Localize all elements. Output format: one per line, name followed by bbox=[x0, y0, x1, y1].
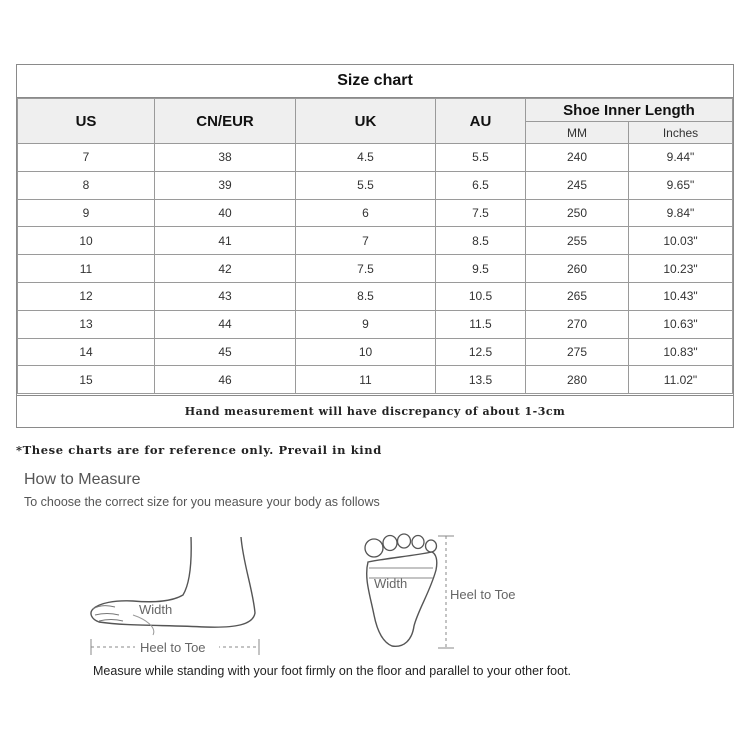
cell-mm: 260 bbox=[525, 255, 628, 283]
cell-cn-eur: 41 bbox=[155, 227, 296, 255]
cell-uk: 8.5 bbox=[296, 282, 436, 310]
table-row bbox=[18, 366, 733, 394]
header-inches: Inches bbox=[628, 122, 732, 144]
header-us: US bbox=[18, 99, 155, 144]
cell-us: 8 bbox=[18, 171, 155, 199]
cell-us: 15 bbox=[18, 366, 155, 394]
measure-instruction: Measure while standing with your foot firmly on the floor and parallel to your other foot. bbox=[93, 664, 572, 678]
cell-inches: 10.43" bbox=[628, 282, 732, 310]
sole-width-label: Width bbox=[374, 576, 408, 591]
sole-heel-to-toe-label: Heel to Toe bbox=[450, 587, 516, 602]
table-row bbox=[18, 338, 733, 366]
cell-inches: 10.63" bbox=[628, 310, 732, 338]
cell-mm: 280 bbox=[525, 366, 628, 394]
table-row bbox=[18, 227, 733, 255]
cell-au: 11.5 bbox=[436, 310, 526, 338]
cell-inches: 10.83" bbox=[628, 338, 732, 366]
cell-uk: 7 bbox=[296, 227, 436, 255]
cell-uk: 10 bbox=[296, 338, 436, 366]
cell-uk: 4.5 bbox=[296, 144, 436, 172]
measurement-note: Hand measurement will have discrepancy of about 1-3cm bbox=[17, 395, 733, 427]
cell-cn-eur: 38 bbox=[155, 144, 296, 172]
cell-us: 9 bbox=[18, 199, 155, 227]
cell-cn-eur: 46 bbox=[155, 366, 296, 394]
cell-us: 10 bbox=[18, 227, 155, 255]
side-heel-to-toe-label: Heel to Toe bbox=[140, 640, 206, 655]
cell-au: 12.5 bbox=[436, 338, 526, 366]
cell-inches: 9.84" bbox=[628, 199, 732, 227]
cell-mm: 245 bbox=[525, 171, 628, 199]
cell-mm: 265 bbox=[525, 282, 628, 310]
cell-au: 5.5 bbox=[436, 144, 526, 172]
cell-us: 11 bbox=[18, 255, 155, 283]
cell-uk: 11 bbox=[296, 366, 436, 394]
cell-inches: 9.44" bbox=[628, 144, 732, 172]
cell-au: 10.5 bbox=[436, 282, 526, 310]
cell-mm: 250 bbox=[525, 199, 628, 227]
foot-side-view-illustration bbox=[85, 535, 265, 660]
header-shoe-inner-length: Shoe Inner Length bbox=[525, 99, 732, 122]
cell-us: 13 bbox=[18, 310, 155, 338]
cell-cn-eur: 40 bbox=[155, 199, 296, 227]
cell-uk: 7.5 bbox=[296, 255, 436, 283]
cell-inches: 9.65" bbox=[628, 171, 732, 199]
side-width-label: Width bbox=[139, 602, 173, 617]
size-chart-title: Size chart bbox=[17, 65, 733, 98]
cell-mm: 240 bbox=[525, 144, 628, 172]
table-row bbox=[18, 144, 733, 172]
cell-uk: 5.5 bbox=[296, 171, 436, 199]
cell-cn-eur: 43 bbox=[155, 282, 296, 310]
table-row bbox=[18, 310, 733, 338]
disclaimer: *These charts are for reference only. Prevail in kind bbox=[16, 443, 382, 457]
cell-inches: 10.03" bbox=[628, 227, 732, 255]
cell-au: 6.5 bbox=[436, 171, 526, 199]
header-au: AU bbox=[436, 99, 526, 144]
cell-inches: 11.02" bbox=[628, 366, 732, 394]
foot-sole-outline-icon bbox=[367, 552, 437, 646]
cell-uk: 9 bbox=[296, 310, 436, 338]
how-to-measure-title: How to Measure bbox=[24, 471, 141, 488]
table-row bbox=[18, 199, 733, 227]
cell-mm: 270 bbox=[525, 310, 628, 338]
cell-us: 12 bbox=[18, 282, 155, 310]
cell-inches: 10.23" bbox=[628, 255, 732, 283]
cell-cn-eur: 44 bbox=[155, 310, 296, 338]
foot-sole-view-illustration bbox=[352, 530, 542, 655]
cell-au: 9.5 bbox=[436, 255, 526, 283]
cell-cn-eur: 45 bbox=[155, 338, 296, 366]
header-mm: MM bbox=[525, 122, 628, 144]
cell-au: 7.5 bbox=[436, 199, 526, 227]
size-chart bbox=[16, 64, 734, 428]
cell-us: 14 bbox=[18, 338, 155, 366]
foot-side-outline-icon bbox=[91, 537, 255, 627]
cell-au: 13.5 bbox=[436, 366, 526, 394]
cell-cn-eur: 42 bbox=[155, 255, 296, 283]
size-table-body bbox=[18, 144, 733, 394]
table-row bbox=[18, 171, 733, 199]
size-table bbox=[17, 98, 733, 394]
header-uk: UK bbox=[296, 99, 436, 144]
table-row bbox=[18, 282, 733, 310]
cell-us: 7 bbox=[18, 144, 155, 172]
cell-au: 8.5 bbox=[436, 227, 526, 255]
how-to-measure-subtitle: To choose the correct size for you measure your body as follows bbox=[24, 495, 380, 509]
header-cn-eur: CN/EUR bbox=[155, 99, 296, 144]
cell-uk: 6 bbox=[296, 199, 436, 227]
cell-cn-eur: 39 bbox=[155, 171, 296, 199]
cell-mm: 255 bbox=[525, 227, 628, 255]
cell-mm: 275 bbox=[525, 338, 628, 366]
table-row bbox=[18, 255, 733, 283]
